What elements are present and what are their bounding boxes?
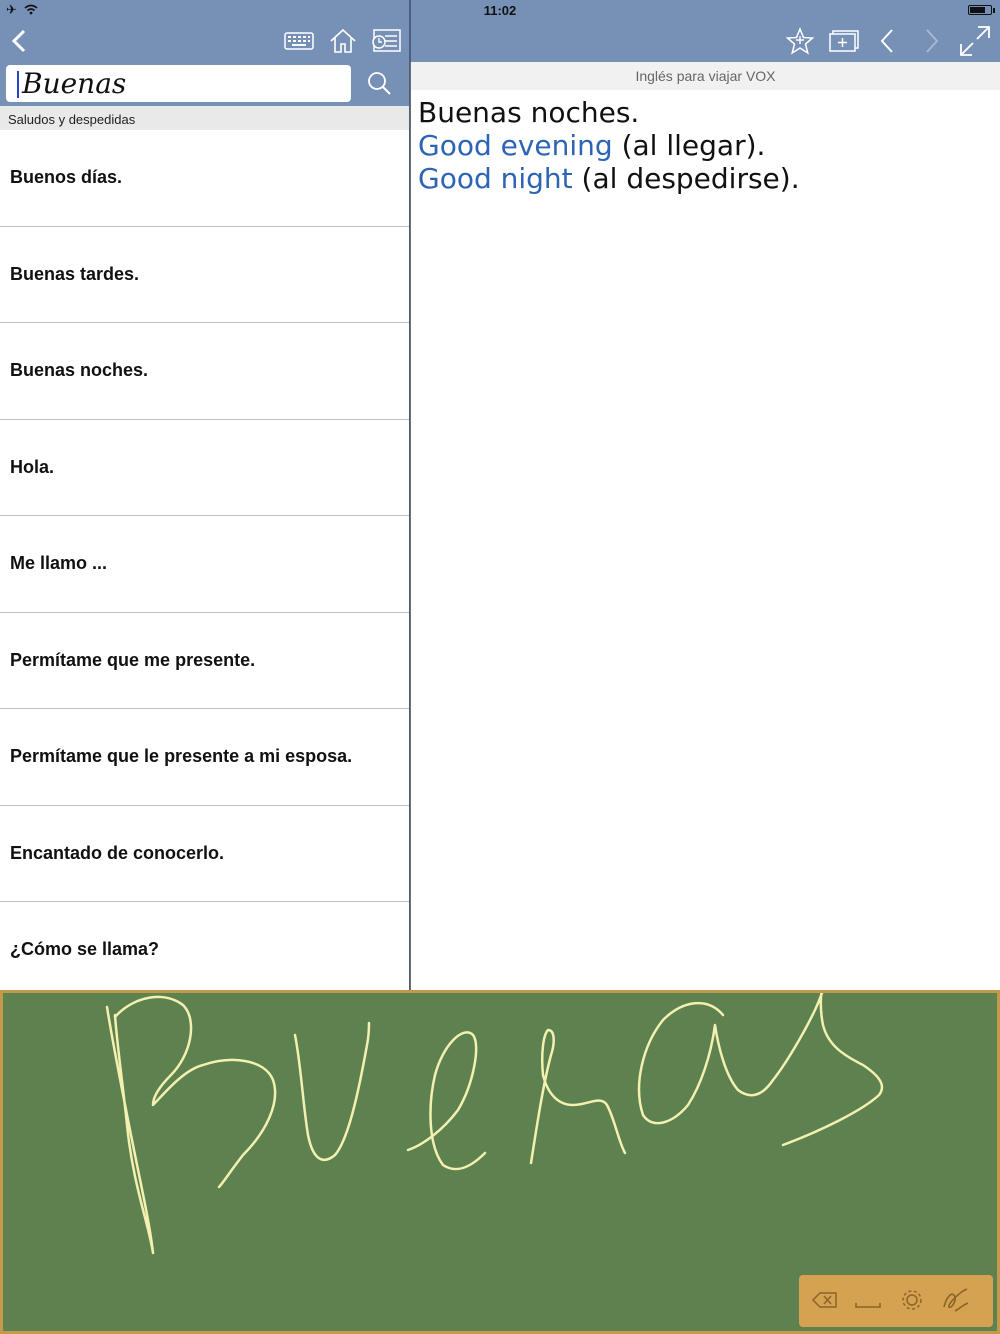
status-bar bbox=[0, 0, 1000, 20]
translation-note: (al llegar). bbox=[612, 129, 766, 162]
svg-text:Buenas: Buenas bbox=[22, 67, 127, 100]
backspace-icon[interactable] bbox=[811, 1287, 839, 1313]
back-icon[interactable] bbox=[10, 28, 28, 54]
translation-line bbox=[418, 162, 993, 195]
translation-line bbox=[418, 129, 993, 162]
handwriting-pad[interactable] bbox=[0, 990, 1000, 1334]
list-item[interactable]: Encantado de conocerlo. bbox=[0, 806, 409, 903]
search-bar bbox=[0, 62, 409, 106]
list-item[interactable]: ¿Cómo se llama? bbox=[0, 902, 409, 990]
search-input[interactable] bbox=[6, 65, 351, 102]
previous-icon[interactable] bbox=[879, 28, 895, 54]
translation-note: (al despedirse). bbox=[572, 162, 800, 195]
entry-headword: Buenas noches. bbox=[418, 96, 640, 129]
search-input-ink bbox=[12, 65, 162, 102]
translation-english[interactable]: Good night bbox=[418, 162, 573, 195]
home-icon[interactable] bbox=[329, 28, 357, 54]
list-item[interactable]: Hola. bbox=[0, 420, 409, 517]
keyboard-icon[interactable] bbox=[284, 32, 314, 50]
list-item[interactable]: Buenos días. bbox=[0, 130, 409, 227]
airplane-icon: ✈ bbox=[6, 2, 17, 17]
pad-toolbar bbox=[799, 1275, 993, 1327]
section-header: Saludos y despedidas bbox=[0, 106, 409, 130]
list-item[interactable]: Permítame que me presente. bbox=[0, 613, 409, 710]
search-icon[interactable] bbox=[366, 70, 392, 96]
fullscreen-icon[interactable] bbox=[959, 25, 991, 57]
favorite-star-icon[interactable] bbox=[786, 27, 814, 55]
list-item[interactable]: Me llamo ... bbox=[0, 516, 409, 613]
dictionary-source: Inglés para viajar VOX bbox=[411, 62, 1000, 90]
list-item[interactable]: Buenas tardes. bbox=[0, 227, 409, 324]
status-time: 11:02 bbox=[483, 3, 517, 18]
battery-icon bbox=[968, 5, 992, 15]
add-tab-icon[interactable] bbox=[829, 30, 859, 52]
history-icon[interactable] bbox=[370, 28, 402, 54]
list-item[interactable]: Permítame que le presente a mi esposa. bbox=[0, 709, 409, 806]
list-item[interactable]: Buenas noches. bbox=[0, 323, 409, 420]
space-icon[interactable] bbox=[854, 1287, 882, 1313]
pane-divider-lower bbox=[410, 62, 411, 1052]
next-icon[interactable] bbox=[924, 28, 940, 54]
handwriting-mode-icon[interactable] bbox=[941, 1287, 971, 1315]
phrase-list bbox=[0, 130, 409, 990]
settings-gear-icon[interactable] bbox=[899, 1287, 925, 1313]
translation-english[interactable]: Good evening bbox=[418, 129, 613, 162]
entry-content bbox=[418, 96, 993, 195]
